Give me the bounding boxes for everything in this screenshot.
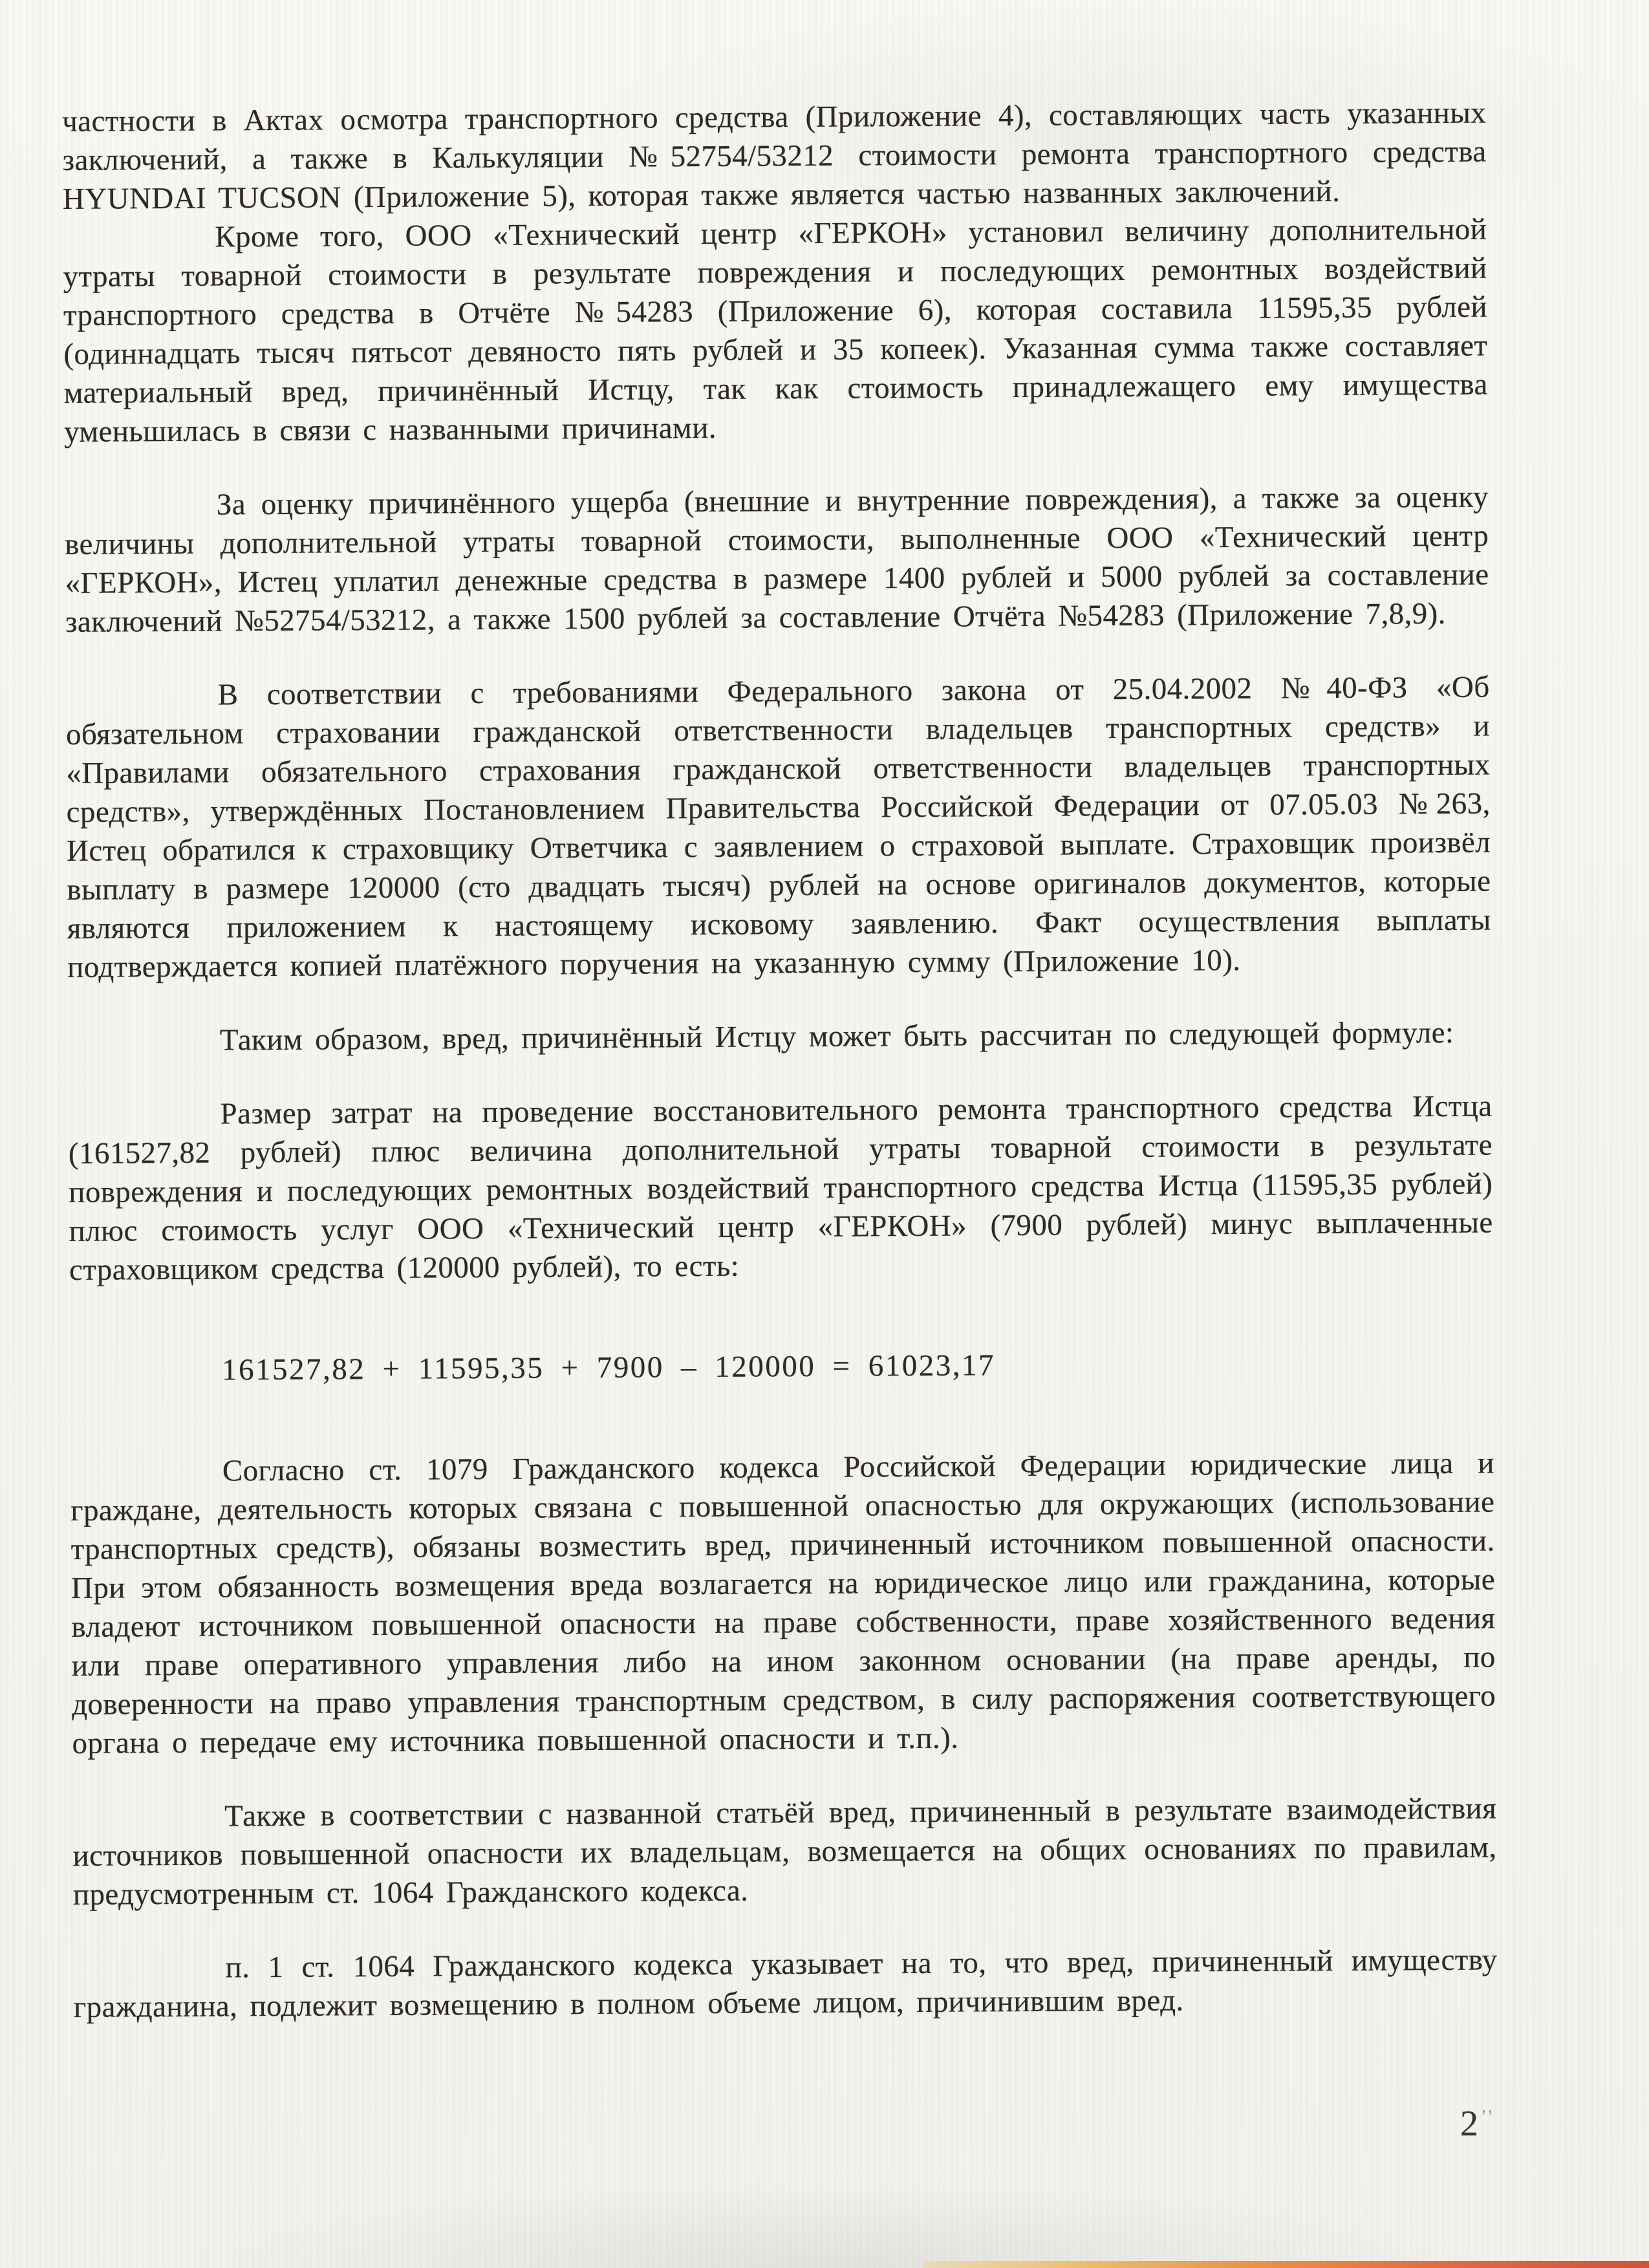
page-number — [1460, 2103, 1495, 2144]
scan-tick-marks: '' — [1482, 2107, 1496, 2128]
formula-line: 161527,82 + 11595,35 + 7900 – 120000 = 61023,17 — [221, 1348, 996, 1387]
paragraph: Согласно ст. 1079 Гражданского кодекса Российской Федерации юридические лица и граждане, деятельность которых связана с повышенной опасностью для окружающих (использование транспортных средств), обязаны возместить вред, причиненный источником повышенной опасности. При этом обязанность возмещения вреда возлагается на юридическое лицо или гражданина, которые владеют источником повышенной опасности на праве собственности, праве хозяйственного ведения или праве оперативного управления либо на ином законном основании (на праве аренды, по доверенности на право управления транспортным средством, в силу распоряжения соответствующего органа о передаче ему источника повышенной опасности и т.п.). — [70, 1446, 1496, 1760]
scan-artifact-strip — [923, 2261, 1649, 2268]
paragraph: п. 1 ст. 1064 Гражданского кодекса указывает на то, что вред, причиненный имуществу гражданина, подлежит возмещению в полном объеме лицом, причинившим вред. — [73, 1943, 1498, 2024]
paragraph: Также в соответствии с названной статьёй вред, причиненный в результате взаимодействия источников повышенной опасности их владельцам, возмещается на общих основаниях по правилам, предусмотренным ст. 1064 Гражданского кодекса. — [72, 1791, 1497, 1912]
document-text-block — [62, 94, 1498, 2027]
paragraph: За оценку причинённого ущерба (внешние и внутренние повреждения), а также за оценку величины дополнительной утраты товарной стоимости, выполненные ООО «Технический центр «ГЕРКОН», Истец уплатил денежные средства в размере 1400 рублей и 5000 рублей за составление заключений №52754/53212, а также 1500 рублей за составление Отчёта №54283 (Приложение 7,8,9). — [65, 480, 1489, 639]
paragraph: частности в Актах осмотра транспортного средства (Приложение 4), составляющих часть указанных заключений, а также в Калькуляции №52754/53212 стоимости ремонта транспортного средства HYUNDAI TUCSON (Приложение 5), которая также является частью названных заключений. — [62, 96, 1487, 216]
page-number-value: 2 — [1460, 2104, 1478, 2144]
paragraph: Кроме того, ООО «Технический центр «ГЕРКОН» установил величину дополнительной утраты товарной стоимости в результате повреждения и последующих ремонтных воздействий транспортного средства в Отчёте №54283 (Приложение 6), которая составила 11595,35 рублей (одиннадцать тысяч пятьсот девяносто пять рублей и 35 копеек). Указанная сумма также составляет материальный вред, причинённый Истцу, так как стоимость принадлежащего ему имущества уменьшилась в связи с названными причинами. — [63, 212, 1488, 449]
paragraph: Таким образом, вред, причинённый Истцу может быть рассчитан по следующей формуле: — [219, 1015, 1454, 1057]
paragraph: Размер затрат на проведение восстановительного ремонта транспортного средства Истца (161527,82 рублей) плюс величина дополнительной утраты товарной стоимости в результате повреждения и последующих ремонтных воздействий транспортного средства Истца (11595,35 рублей) плюс стоимость услуг ООО «Технический центр «ГЕРКОН» (7900 рублей) минус выплаченные страховщиком средства (120000 рублей), то есть: — [68, 1089, 1493, 1287]
paragraph: В соответствии с требованиями Федерального закона от 25.04.2002 №40-ФЗ «Об обязательном страховании гражданской ответственности владельцев транспортных средств» и «Правилами обязательного страхования гражданской ответственности владельцев транспортных средств», утверждённых Постановлением Правительства Российской Федерации от 07.05.03 №263, Истец обратился к страховщику Ответчика с заявлением о страховой выплате. Страховщик произвёл выплату в размере 120000 (сто двадцать тысяч) рублей на основе оригиналов документов, которые являются приложением к настоящему исковому заявлению. Факт осуществления выплаты подтверждается копией платёжного поручения на указанную сумму (Приложение 10). — [65, 670, 1491, 984]
